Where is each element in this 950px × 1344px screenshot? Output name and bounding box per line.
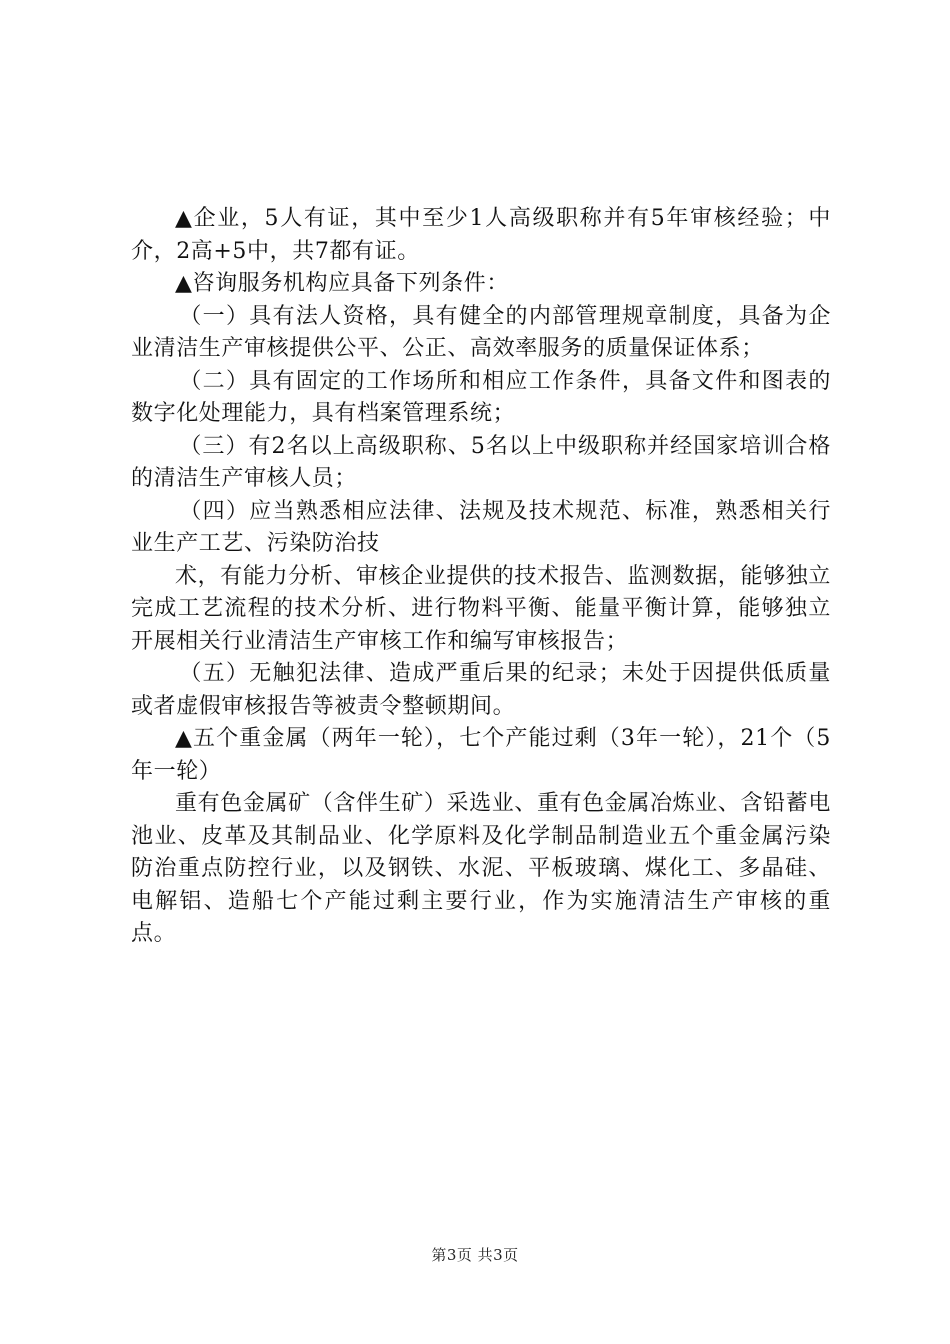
paragraph-key-industries: 重有色金属矿（含伴生矿）采选业、重有色金属冶炼业、含铅蓄电池业、皮革及其制品业、化学原料及化学制品制造业五个重金属污染防治重点防控行业，以及钢铁、水泥、平板玻璃、煤化工、多晶硅、电解铝、造船七个产能过剩主要行业，作为实施清洁生产审核的重点。	[131, 791, 831, 946]
paragraph-consulting-conditions-heading: ▲咨询服务机构应具备下列条件：	[175, 271, 509, 296]
paragraph-condition-1: （一）具有法人资格，具有健全的内部管理规章制度，具备为企业清洁生产审核提供公平、公正、高效率服务的质量保证体系；	[131, 303, 831, 361]
page-footer: 第3页 共3页	[431, 1246, 519, 1264]
paragraph-enterprise-requirements: ▲企业，5人有证，其中至少1人高级职称并有5年审核经验；中介，2高+5中，共7都有证。	[131, 206, 831, 264]
document-body	[131, 203, 831, 951]
paragraph-condition-4-continued: 术，有能力分析、审核企业提供的技术报告、监测数据，能够独立完成工艺流程的技术分析、进行物料平衡、能量平衡计算，能够独立开展相关行业清洁生产审核工作和编写审核报告；	[131, 563, 831, 654]
paragraph-condition-5: （五）无触犯法律、造成严重后果的纪录；未处于因提供低质量或者虚假审核报告等被责令整顿期间。	[131, 661, 831, 719]
paragraph-condition-4: （四）应当熟悉相应法律、法规及技术规范、标准，熟悉相关行业生产工艺、污染防治技	[131, 498, 831, 556]
paragraph-condition-2: （二）具有固定的工作场所和相应工作条件，具备文件和图表的数字化处理能力，具有档案管理系统；	[131, 368, 831, 426]
paragraph-audit-cycles: ▲五个重金属（两年一轮），七个产能过剩（3年一轮），21个（5年一轮）	[131, 726, 831, 784]
paragraph-condition-3: （三）有2名以上高级职称、5名以上中级职称并经国家培训合格的清洁生产审核人员；	[131, 433, 831, 491]
